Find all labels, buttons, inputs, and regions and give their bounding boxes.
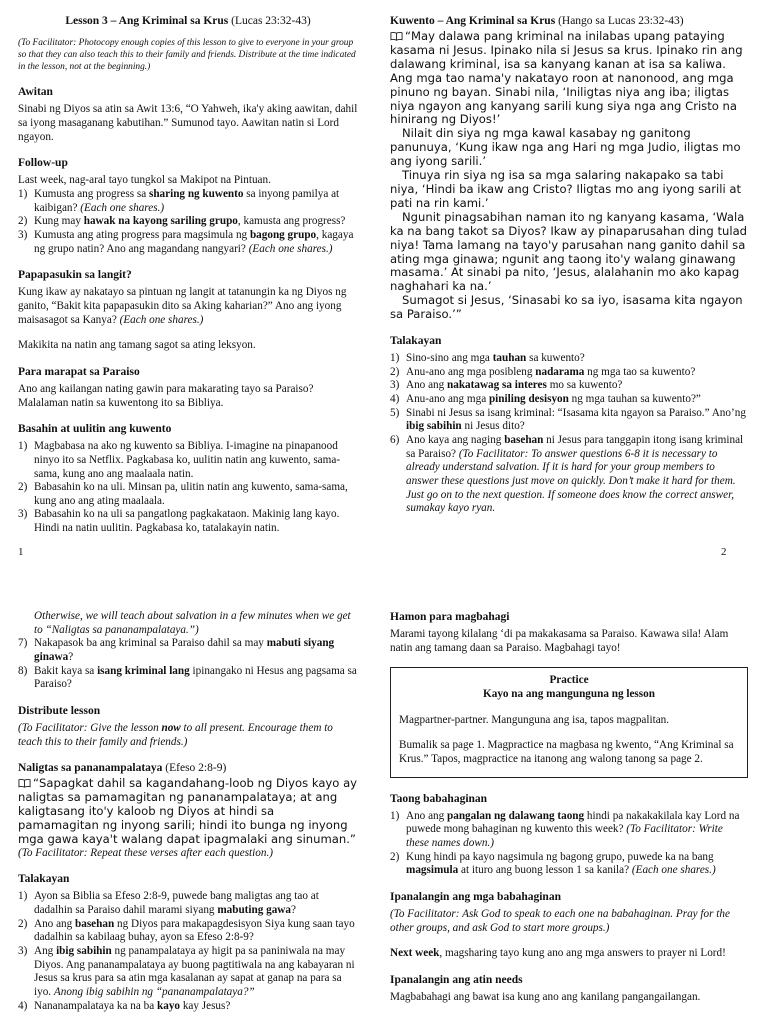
practice-instructions: Magpartner-partner. Mangunguna ang isa, tapos magpalitan. — [399, 713, 670, 726]
practice-instructions: Bumalik sa page 1. Magpractice na magbasa ng kwento, “Ang Kriminal sa Krus.” Tapos, magpractice na itanong ang walong tanong sa page 2. — [399, 739, 734, 765]
story-paragraph: Nilait din siya ng mga kawal kasabay ng ganitong panunuya, ‘Kung ikaw nga ang Hari ng mga Judio, iligtas mo ang iyong sarili.’ — [390, 126, 741, 169]
list-item: 3) Babasahin ko na uli sa pangatlong pagkakataon. Makinig lang kayo. Hindi na natin uulitin. Pagkabasa ko, tatalakayin natin. — [18, 508, 340, 535]
list-item: 1) Sino-sino ang mga tauhan sa kuwento? — [390, 352, 585, 365]
list-item: 7) Nakapasok ba ang kriminal sa Paraiso dahil sa may mabuti siyang ginawa? — [18, 637, 335, 663]
practice-box — [390, 667, 748, 777]
talakayan-list — [18, 890, 358, 1013]
list-item: 6) Ano kaya ang naging basehan ni Jesus para tanggapin itong isang kriminal sa Paraiso? (To Facilitator: To answer questions 6-8 it is necessary to already understand salvation. If it is hard for your group members to answer these questions just move on quickly. Don’t make it hard for them. Just go on to the next question. If someone does know the correct answer, sumakay kayo ryan. — [390, 434, 744, 515]
continued-list — [18, 637, 358, 692]
followup-intro: Last week, nag-aral tayo tungkol sa Makipot na Pintuan. — [18, 174, 271, 187]
talakayan-heading: Talakayan — [18, 873, 70, 886]
hamon-text: Marami tayong kilalang ‘di pa makakasama sa Paraiso. Kawawa sila! Alam natin ang tamang daan sa Paraiso. Magbahagi tayo! — [390, 628, 729, 654]
ipanalangin-note: (To Facilitator: Ask God to speak to each one na babahaginan. Pray for the other groups, and ask God to start more groups.) — [390, 907, 730, 934]
list-item: 1) Magbabasa na ako ng kuwento sa Bibliya. I-imagine na pinapanood ninyo ito sa Netflix. Pagkabasa ko, uulitin natin ang kuwento, sama-sama, kung ano ang maalaala natin. — [18, 440, 341, 480]
list-item: 4) Nananampalataya ka na ba kayo kay Jesus? — [18, 999, 231, 1012]
list-item: 2) Babasahin ko na uli. Minsan pa, ulitin natin ang kuwento, sama-sama, kung ano ang ating maalaala. — [18, 481, 348, 507]
page-number: 1 — [18, 546, 24, 558]
langit-text: Kung ikaw ay nakatayo sa pintuan ng langit at tatanungin ka ng Diyos ng ganito, “Bakit kita papapasukin dito sa Aking kaharian?” Ano ang iyong maisasagot sa Kanya? (Each one shares.) — [18, 286, 347, 326]
talakayan-list — [390, 352, 748, 516]
taong-list — [390, 810, 748, 878]
distribute-heading: Distribute lesson — [18, 704, 101, 717]
makikita-text: Makikita na natin ang tamang sagot sa ating leksyon. — [18, 339, 256, 352]
langit-heading: Papapasukin sa langit? — [18, 269, 132, 282]
list-item: 3) Ang ibig sabihin ng panampalataya ay higit pa sa paniniwala na may Diyos. Ang pananampalataya ay buong pagtitiwala na ang kabayaran ni Jesus sa krus para sa atin mga kasalanan ay sapat at ganap na para sa iyo. Anong ibig sabihin ng “pananampalataya?” — [18, 945, 355, 999]
nextweek-text: Next week, magsharing tayo kung ano ang mga answers to prayer ni Lord! — [390, 947, 726, 960]
lesson-page-3 — [18, 610, 358, 1025]
story-paragraph: “May dalawa pang kriminal na inilabas upang pataying kasama ni Jesus. Ipinako nila si Jesus sa krus. Ipinako rin ang dalawang kriminal, isa sa kanyang kanan at isa sa kaliwa. Ang mga tao nama'y nakatayo roon at nanonood, ang mga pinuno ng bayan. Sinabi nila, ‘Iniligtas niya ang iba; iligtas niya ngayon ang kanyang sarili kung siya nga ang Cristo na hinirang ng Diyos!’ — [390, 29, 743, 127]
book-icon — [390, 31, 403, 41]
kuwento-story — [390, 30, 748, 322]
naligtas-heading: Naligtas sa pananampalataya (Efeso 2:8-9) — [18, 762, 227, 775]
list-item: 2) Kung may hawak na kayong sariling grupo, kamusta ang progress? — [18, 215, 346, 228]
list-item: 2) Kung hindi pa kayo nagsimula ng bagong grupo, puwede ka na bang magsimula at ituro ang buong lesson 1 sa kanila? (Each one shares.) — [390, 850, 716, 877]
list-item: 5) Sinabi ni Jesus sa isang kriminal: “Isasama kita ngayon sa Paraiso.” Ano’ng ibig sabihin ni Jesus dito? — [390, 406, 746, 433]
distribute-note: (To Facilitator: Give the lesson now to all present. Encourage them to teach this to their family and friends.) — [18, 721, 333, 748]
list-item: 2) Anu-ano ang mga posibleng nadarama ng mga tao sa kuwento? — [390, 365, 696, 378]
awitan-text: Sinabi ng Diyos sa atin sa Awit 13:6, “O Yahweh, ika'y aking aawitan, dahil sa iyong masaganang kabutihan.” Sumunod tayo. Aawitan natin si Lord ngayon. — [18, 103, 358, 143]
needs-heading: Ipanalangin ang atin needs — [390, 973, 523, 986]
lesson-title: Lesson 3 – Ang Kriminal sa Krus (Lucas 23:32-43) — [65, 15, 311, 27]
taong-heading: Taong babahaginan — [390, 792, 488, 805]
lesson-page-2 — [390, 14, 748, 528]
story-paragraph: Tinuya rin siya ng isa sa mga salaring nakapako sa tabi niya, ‘Hindi ba ikaw ang Cristo? Iligtas mo ang iyong sarili at pati na rin kami.’ — [390, 168, 742, 210]
lesson-page-1 — [18, 14, 358, 548]
list-item: 3) Kumusta ang ating progress para magsimula ng bagong grupo, kagaya ng grupo natin? Ano ang magandang nangyari? (Each one shares.) — [18, 228, 354, 255]
list-item: 8) Bakit kaya sa isang kriminal lang ipinangako ni Hesus ang pagsama sa Paraiso? — [18, 664, 357, 691]
list-item: 2) Ano ang basehan ng Diyos para makapagdesisyon Siya kung saan tayo dadalhin sa kabilaag buhay, ayon sa Efeso 2:8-9? — [18, 917, 355, 944]
hamon-heading: Hamon para magbahagi — [390, 611, 510, 623]
list-item: 4) Anu-ano ang mga piniling desisyon ng mga tauhan sa kuwento?” — [390, 393, 701, 406]
page-number: 2 — [721, 546, 727, 558]
naligtas-note: (To Facilitator: Repeat these verses after each question.) — [18, 846, 273, 859]
paraiso-heading: Para marapat sa Paraiso — [18, 365, 140, 378]
story-paragraph: Sumagot si Jesus, ‘Sinasabi ko sa iyo, isasama kita ngayon sa Paraiso.’” — [390, 293, 743, 322]
ipanalangin-heading: Ipanalangin ang mga babahaginan — [390, 890, 561, 903]
awitan-heading: Awitan — [18, 86, 53, 99]
talakayan-heading: Talakayan — [390, 335, 442, 348]
list-item: 1) Ano ang pangalan ng dalawang taong hindi pa nakakakilala kay Lord na puwede mong bahaginan ng kuwento this week? (To Facilitator: Write these names down.) — [390, 809, 740, 849]
story-paragraph: Ngunit pinagsabihan naman ito ng kanyang kasama, ‘Wala ka na bang takot sa Diyos? Ikaw ay pinaparusahan ding tulad niya! Tama lamang na tayo'y parusahan nang ganito dahil sa ating mga ginawa; ngunit ang taong ito'y walang ginawang masama.’ At sinabi pa nito, ‘Jesus, alalahanin mo ako kapag naghahari ka na.’ — [390, 209, 748, 294]
list-item: 1) Ayon sa Biblia sa Efeso 2:8-9, puwede bang maligtas ang tao at dadalhin sa Paraiso dahil marami siyang mabuting gawa? — [18, 890, 319, 917]
list-item: 1) Kumusta ang progress sa sharing ng kuwento sa inyong pamilya at kaibigan? (Each one shares.) — [18, 187, 340, 214]
continued-note: Otherwise, we will teach about salvation in a few minutes when we get to “Naligtas sa pananampalataya.”) — [34, 610, 351, 636]
lesson-page-4 — [390, 610, 748, 1005]
needs-text: Magbabahagi ang bawat isa kung ano ang kanilang pangangailangan. — [390, 990, 701, 1003]
followup-list — [18, 188, 358, 256]
paraiso-text: Ano ang kailangan nating gawin para makarating tayo sa Paraiso? Malalaman natin sa kuwentong ito sa Bibliya. — [18, 382, 314, 409]
list-item: 3) Ano ang nakatawag sa interes mo sa kuwento? — [390, 379, 623, 392]
naligtas-verse: “Sapagkat dahil sa kagandahang-loob ng Diyos kayo ay naligtas sa pamamagitan ng pananampalataya; at ang kaligtasang ito'y kaloob ng Diyos at hindi sa pamamagitan ng inyong sarili; hindi ito bunga ng inyong mga gawa kaya't walang dapat ipagmalaki ang sinuman.” — [18, 776, 358, 846]
facilitator-note: (To Facilitator: Photocopy enough copies of this lesson to give to everyone in your group so that they can also teach this to their family and friends. Distribute at the time indicated in the lesson, not at the beginning.) — [18, 38, 356, 72]
practice-subtitle: Kayo na ang mangunguna ng lesson — [483, 687, 655, 700]
kuwento-heading: Kuwento – Ang Kriminal sa Krus (Hango sa Lucas 23:32-43) — [390, 15, 684, 27]
practice-title: Practice — [549, 674, 589, 687]
basahin-list — [18, 440, 358, 536]
followup-heading: Follow-up — [18, 157, 68, 170]
basahin-heading: Basahin at uulitin ang kuwento — [18, 423, 172, 436]
book-icon — [18, 778, 31, 788]
